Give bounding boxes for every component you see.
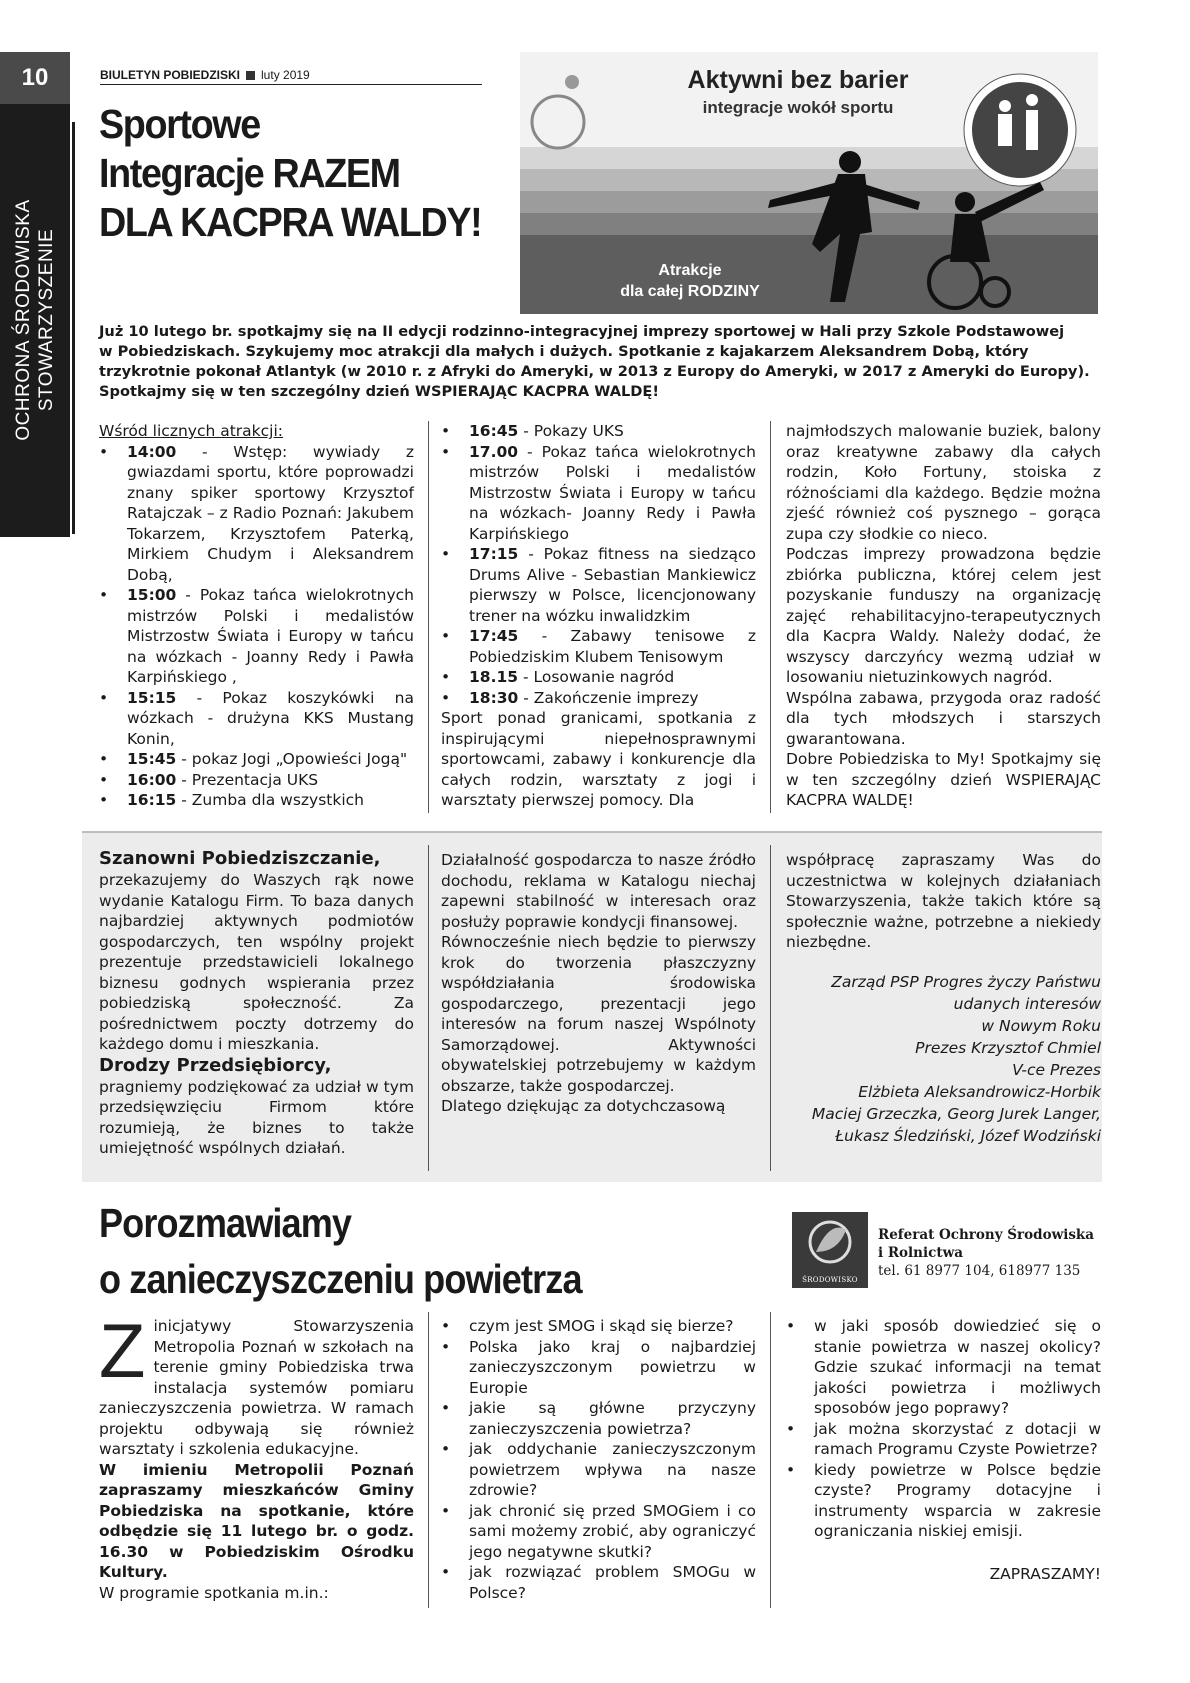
banner-attractions-line1: Atrakcje [658, 262, 722, 279]
invitation-bold: W imieniu Metropolii Poznań zapraszamy mieszkańców Gminy Pobiedziska na spotkanie, które odbędzie się 11 lutego br. o godz. 16.30 w Pobiedziskim Ośrodku Kultury. [99, 1460, 414, 1581]
signature-line: V-ce Prezes [1012, 1060, 1101, 1079]
banner-subtitle: integracje wokół sportu [702, 98, 894, 117]
article-column-3 [786, 421, 1101, 811]
schedule-time: 16:45 [469, 422, 519, 440]
headline-line: Integracje RAZEM [99, 150, 400, 196]
topic-item: • jakie są główne przyczyny zanieczyszczenia powietrza? [441, 1398, 756, 1439]
topic-item: • kiedy powietrze w Polsce będzie czyste? Programy dotacyjne i instrumenty wsparcia w zakresie ograniczania niskiej emisji. [786, 1460, 1101, 1542]
department-contact [878, 1226, 1108, 1280]
banner-attractions [560, 260, 820, 302]
signature-block [786, 971, 1101, 1147]
vertical-rule [72, 122, 75, 534]
catalog-column-1 [99, 848, 414, 1159]
topic-item: • jak można skorzystać z dotacji w ramach Programu Czyste Powietrze? [786, 1419, 1101, 1460]
schedule-time: 17.00 [469, 442, 519, 461]
schedule-time: 16:00 [127, 770, 177, 789]
article-paragraph: pragniemy podziękować za udział w tym przedsięwzięciu Firmom które rozumieją, że biznes to także umiejętność wspólnych działań. [99, 1077, 414, 1157]
article-paragraph: inicjatywy Stowarzyszenia Metropolia Poznań w szkołach na terenie gminy Pobiedziska trwa instalacja systemów pomiaru zanieczyszczenia powietrza. W ramach projektu odbywają się również warsztaty i szkolenia edukacyjne. [99, 1317, 414, 1458]
schedule-item [99, 442, 414, 586]
schedule-time: 18:30 [469, 688, 519, 707]
section-tab-line1: OCHRONA ŚRODOWISKA [13, 199, 34, 441]
square-icon [246, 71, 255, 80]
article-lead [99, 322, 1103, 402]
schedule-text: - Zakończenie imprezy [518, 688, 699, 707]
schedule-text: - Zumba dla wszystkich [176, 791, 365, 809]
air-column-3 [786, 1316, 1101, 1584]
signature-line: Łukasz Śledziński, Józef Wodziński [835, 1126, 1101, 1145]
signature-line: Zarząd PSP Progres życzy Państwu [831, 972, 1101, 991]
logo-label: ŚRODOWISKO [802, 1276, 858, 1284]
schedule-text: - Wstęp: wywiady z gwiazdami sportu, które poprowadzi znany spiker sportowy Krzysztof Ratajczak – z Radio Poznań: Jakubem Tokarzem, Krzysztofem Paterką, Mirkiem Chudym i Aleksandrem Dobą, [127, 442, 414, 584]
greeting-heading: Drodzy Przedsiębiorcy, [99, 1054, 332, 1076]
headline-line: Sportowe [99, 101, 260, 147]
section-tab-label [12, 199, 58, 440]
environment-logo [792, 1212, 868, 1288]
air-column-1 [99, 1309, 414, 1603]
schedule-item [441, 688, 756, 709]
article-column-2 [441, 421, 756, 811]
topic-item: • Polska jako kraj o najbardziej zanieczyszczonym powietrzu w Europie [441, 1337, 756, 1399]
catalog-column-3 [786, 850, 1101, 1147]
air-column-2 [441, 1316, 756, 1603]
publication-title: BIULETYN POBIEDZISKI [100, 68, 241, 82]
column-divider [770, 845, 771, 1171]
schedule-time: 18.15 [469, 668, 519, 686]
article-paragraph: Wspólna zabawa, przygoda oraz radość dla tych młodszych i starszych gwarantowana. [786, 688, 1101, 748]
article-paragraph: Sport ponad granicami, spotkania z inspirującymi niepełnosprawnymi sportowcami, zabawy i konkurencje dla całych rodzin, warsztaty z jogi i warsztaty pierwszej pomocy. Dla [441, 709, 756, 809]
schedule-time: 16:15 [127, 791, 177, 809]
schedule-time: 14:00 [127, 442, 177, 461]
section-tab [0, 104, 70, 537]
article-paragraph: współpracę zapraszamy Was do uczestnictwa w kolejnych działaniach Stowarzyszenia, także takich które są społecznie ważne, potrzebne a niekiedy niezbędne. [786, 851, 1101, 951]
topic-item: • jak oddychanie zanieczyszczonym powietrzem wpływa na nasze zdrowie? [441, 1439, 756, 1501]
topic-list [786, 1316, 1101, 1542]
schedule-item [99, 790, 414, 811]
schedule-text: - Pokaz koszykówki na wózkach - drużyna KKS Mustang Konin, [127, 688, 414, 748]
headline-line: Porozmawiamy [99, 1200, 352, 1246]
running-header [100, 68, 482, 85]
schedule-time: 15:00 [127, 586, 177, 604]
schedule-list [99, 442, 414, 811]
topic-item: • jak rozwiązać problem SMOGu w Polsce? [441, 1562, 756, 1603]
article-paragraph: przekazujemy do Waszych rąk nowe wydanie Katalogu Firm. To baza danych najbardziej aktywnych podmiotów gospodarczych, ten wspólny projekt prezentuje przedstawicieli lokalnego biznesu godnych wspierania przez pobiedziską społeczność. Za pośrednictwem poczty dotrzemy do każdego domu i mieszkania. [99, 871, 414, 1053]
signature-line: Elżbieta Aleksandrowicz-Horbik [858, 1082, 1101, 1101]
column-divider [770, 421, 771, 813]
topic-list [441, 1316, 756, 1603]
topic-item: • w jaki sposób dowiedzieć się o stanie powietrza w naszej okolicy? Gdzie szukać informacji na temat jakości powietrza i możliwych sposobów jego poprawy? [786, 1316, 1101, 1419]
article-paragraph: najmłodszych malowanie buziek, balony oraz kreatywne zabawy dla całych rodzin, Koło Fortuny, stoiska z różnościami dla każdego. Będzie można zjeść również coś pysznego – gorąca zupa czy słodkie co nieco. [786, 422, 1101, 543]
signature-line: udanych interesów [953, 994, 1101, 1013]
schedule-item [441, 626, 756, 667]
schedule-text: - pokaz Jogi „Opowieści Jogą" [176, 750, 408, 768]
issue-date: luty 2019 [261, 68, 310, 82]
headline-line: o zanieczyszczeniu powietrza [99, 1256, 582, 1302]
schedule-list [441, 421, 756, 708]
schedule-text: - Prezentacja UKS [176, 770, 319, 789]
department-phone: tel. 61 8977 104, 618977 135 [878, 1263, 1081, 1279]
schedule-text: - Pokaz tańca wielokrotnych mistrzów Polski i medalistów Mistrzostw Świata i Europy w tańcu na wózkach- Joanny Redy i Pawła Karpińskiego [469, 442, 756, 543]
article-paragraph: Podczas imprezy prowadzona będzie zbiórka publiczna, której celem jest pozyskanie funduszy na organizację zajęć rehabilitacyjno-terapeutycznych dla Kacpra Waldy. Należy dodać, że wszyscy darczyńcy wezmą udział w losowaniu nietuzinkowych nagród. [786, 545, 1101, 686]
topic-item: • jak chronić się przed SMOGiem i co sami możemy zrobić, aby ograniczyć jego negatywne skutki? [441, 1501, 756, 1563]
drop-cap: Z [99, 1309, 146, 1394]
box-top-rule [82, 831, 1102, 833]
schedule-item [99, 688, 414, 750]
schedule-item [441, 667, 756, 688]
lead-line: w Pobiedziskach. Szykujemy moc atrakcji dla małych i dużych. Spotkanie z kajakarzem Aleksandrem Dobą, który [99, 343, 1029, 360]
schedule-item [99, 585, 414, 688]
leaf-icon [792, 1212, 868, 1272]
column-divider [428, 1312, 429, 1608]
column-divider [428, 845, 429, 1171]
schedule-time: 15:15 [127, 688, 177, 707]
article-paragraph: Dlatego dziękując za dotychczasową [441, 1097, 726, 1115]
article-column-1 [99, 421, 414, 811]
department-name: i Rolnictwa [878, 1245, 963, 1261]
banner-attractions-line2: dla całej RODZINY [620, 283, 760, 300]
article-paragraph: Działalność gospodarcza to nasze źródło dochodu, reklama w Katalogu niechaj zapewni stabilność w interesach oraz posłuży poprawie kondycji finansowej. [441, 851, 756, 931]
signature-line: Prezes Krzysztof Chmiel [915, 1038, 1101, 1057]
catalog-column-2 [441, 850, 756, 1117]
column-divider [770, 1312, 771, 1608]
article-paragraph: Dobre Pobiedziska to My! Spotkajmy się w ten szczególny dzień WSPIERAJĄC KACPRA WALDĘ! [786, 750, 1101, 809]
topic-item: • czym jest SMOG i skąd się bierze? [441, 1316, 756, 1337]
column-divider [428, 421, 429, 813]
schedule-text: - Pokazy UKS [518, 422, 624, 440]
schedule-time: 15:45 [127, 750, 177, 768]
schedule-text: - Zabawy tenisowe z Pobiedziskim Klubem Tenisowym [469, 627, 756, 666]
signature-line: w Nowym Roku [981, 1016, 1101, 1035]
schedule-item [99, 749, 414, 770]
schedule-text: - Losowanie nagród [518, 668, 675, 686]
schedule-item [441, 442, 756, 545]
signature-line: Maciej Grzeczka, Georg Jurek Langer, [811, 1104, 1101, 1123]
greeting-heading: Szanowni Pobiedziszczanie, [99, 848, 381, 869]
lead-line: Spotkajmy się w ten szczególny dzień WSPIERAJĄC KACPRA WALDĘ! [99, 383, 660, 400]
headline-line: DLA KACPRA WALDY! [99, 199, 482, 245]
banner-title: Aktywni bez barier [687, 66, 909, 94]
lead-line: Już 10 lutego br. spotkajmy się na II edycji rodzinno-integracyjnej imprezy sportowej w Hali przy Szkole Podstawowej [99, 323, 1065, 340]
event-banner [520, 52, 1098, 314]
closing-invitation: ZAPRASZAMY! [989, 1564, 1101, 1583]
department-name: Referat Ochrony Środowiska [878, 1227, 1095, 1243]
schedule-item [99, 770, 414, 791]
schedule-item [441, 544, 756, 626]
schedule-time: 17:15 [469, 545, 519, 563]
page-number: 10 [0, 52, 70, 104]
article-headline [99, 1195, 582, 1307]
article-paragraph: Równocześnie niech będzie to pierwszy krok do tworzenia płaszczyzny współdziałania środowiska gospodarczego, prezentacji jego interesów na forum naszej Wspólnoty Samorządowej. Aktywności obywatelskiej potrzebujemy w każdym obszarze, także gospodarczej. [441, 933, 756, 1095]
article-paragraph: W programie spotkania m.in.: [99, 1583, 329, 1602]
lead-line: trzykrotnie pokonał Atlantyk (w 2010 r. z Afryki do Ameryki, w 2013 z Europy do Ameryki, w 2017 z Ameryki do Europy). [99, 363, 1090, 380]
attractions-intro: Wśród licznych atrakcji: [99, 422, 284, 440]
schedule-text: - Pokaz tańca wielokrotnych mistrzów Polski i medalistów Mistrzostw Świata i Europy w tańcu na wózkach - Joanny Redy i Pawła Karpińskiego , [127, 586, 414, 686]
article-headline [99, 100, 482, 247]
schedule-text: - Pokaz fitness na siedząco Drums Alive - Sebastian Mankiewicz pierwszy w Polsce, licencjonowany trener na wózku inwalidzkim [469, 545, 756, 625]
schedule-time: 17:45 [469, 627, 519, 645]
schedule-item [441, 421, 756, 442]
section-tab-line2: STOWARZYSZENIE [36, 228, 57, 412]
